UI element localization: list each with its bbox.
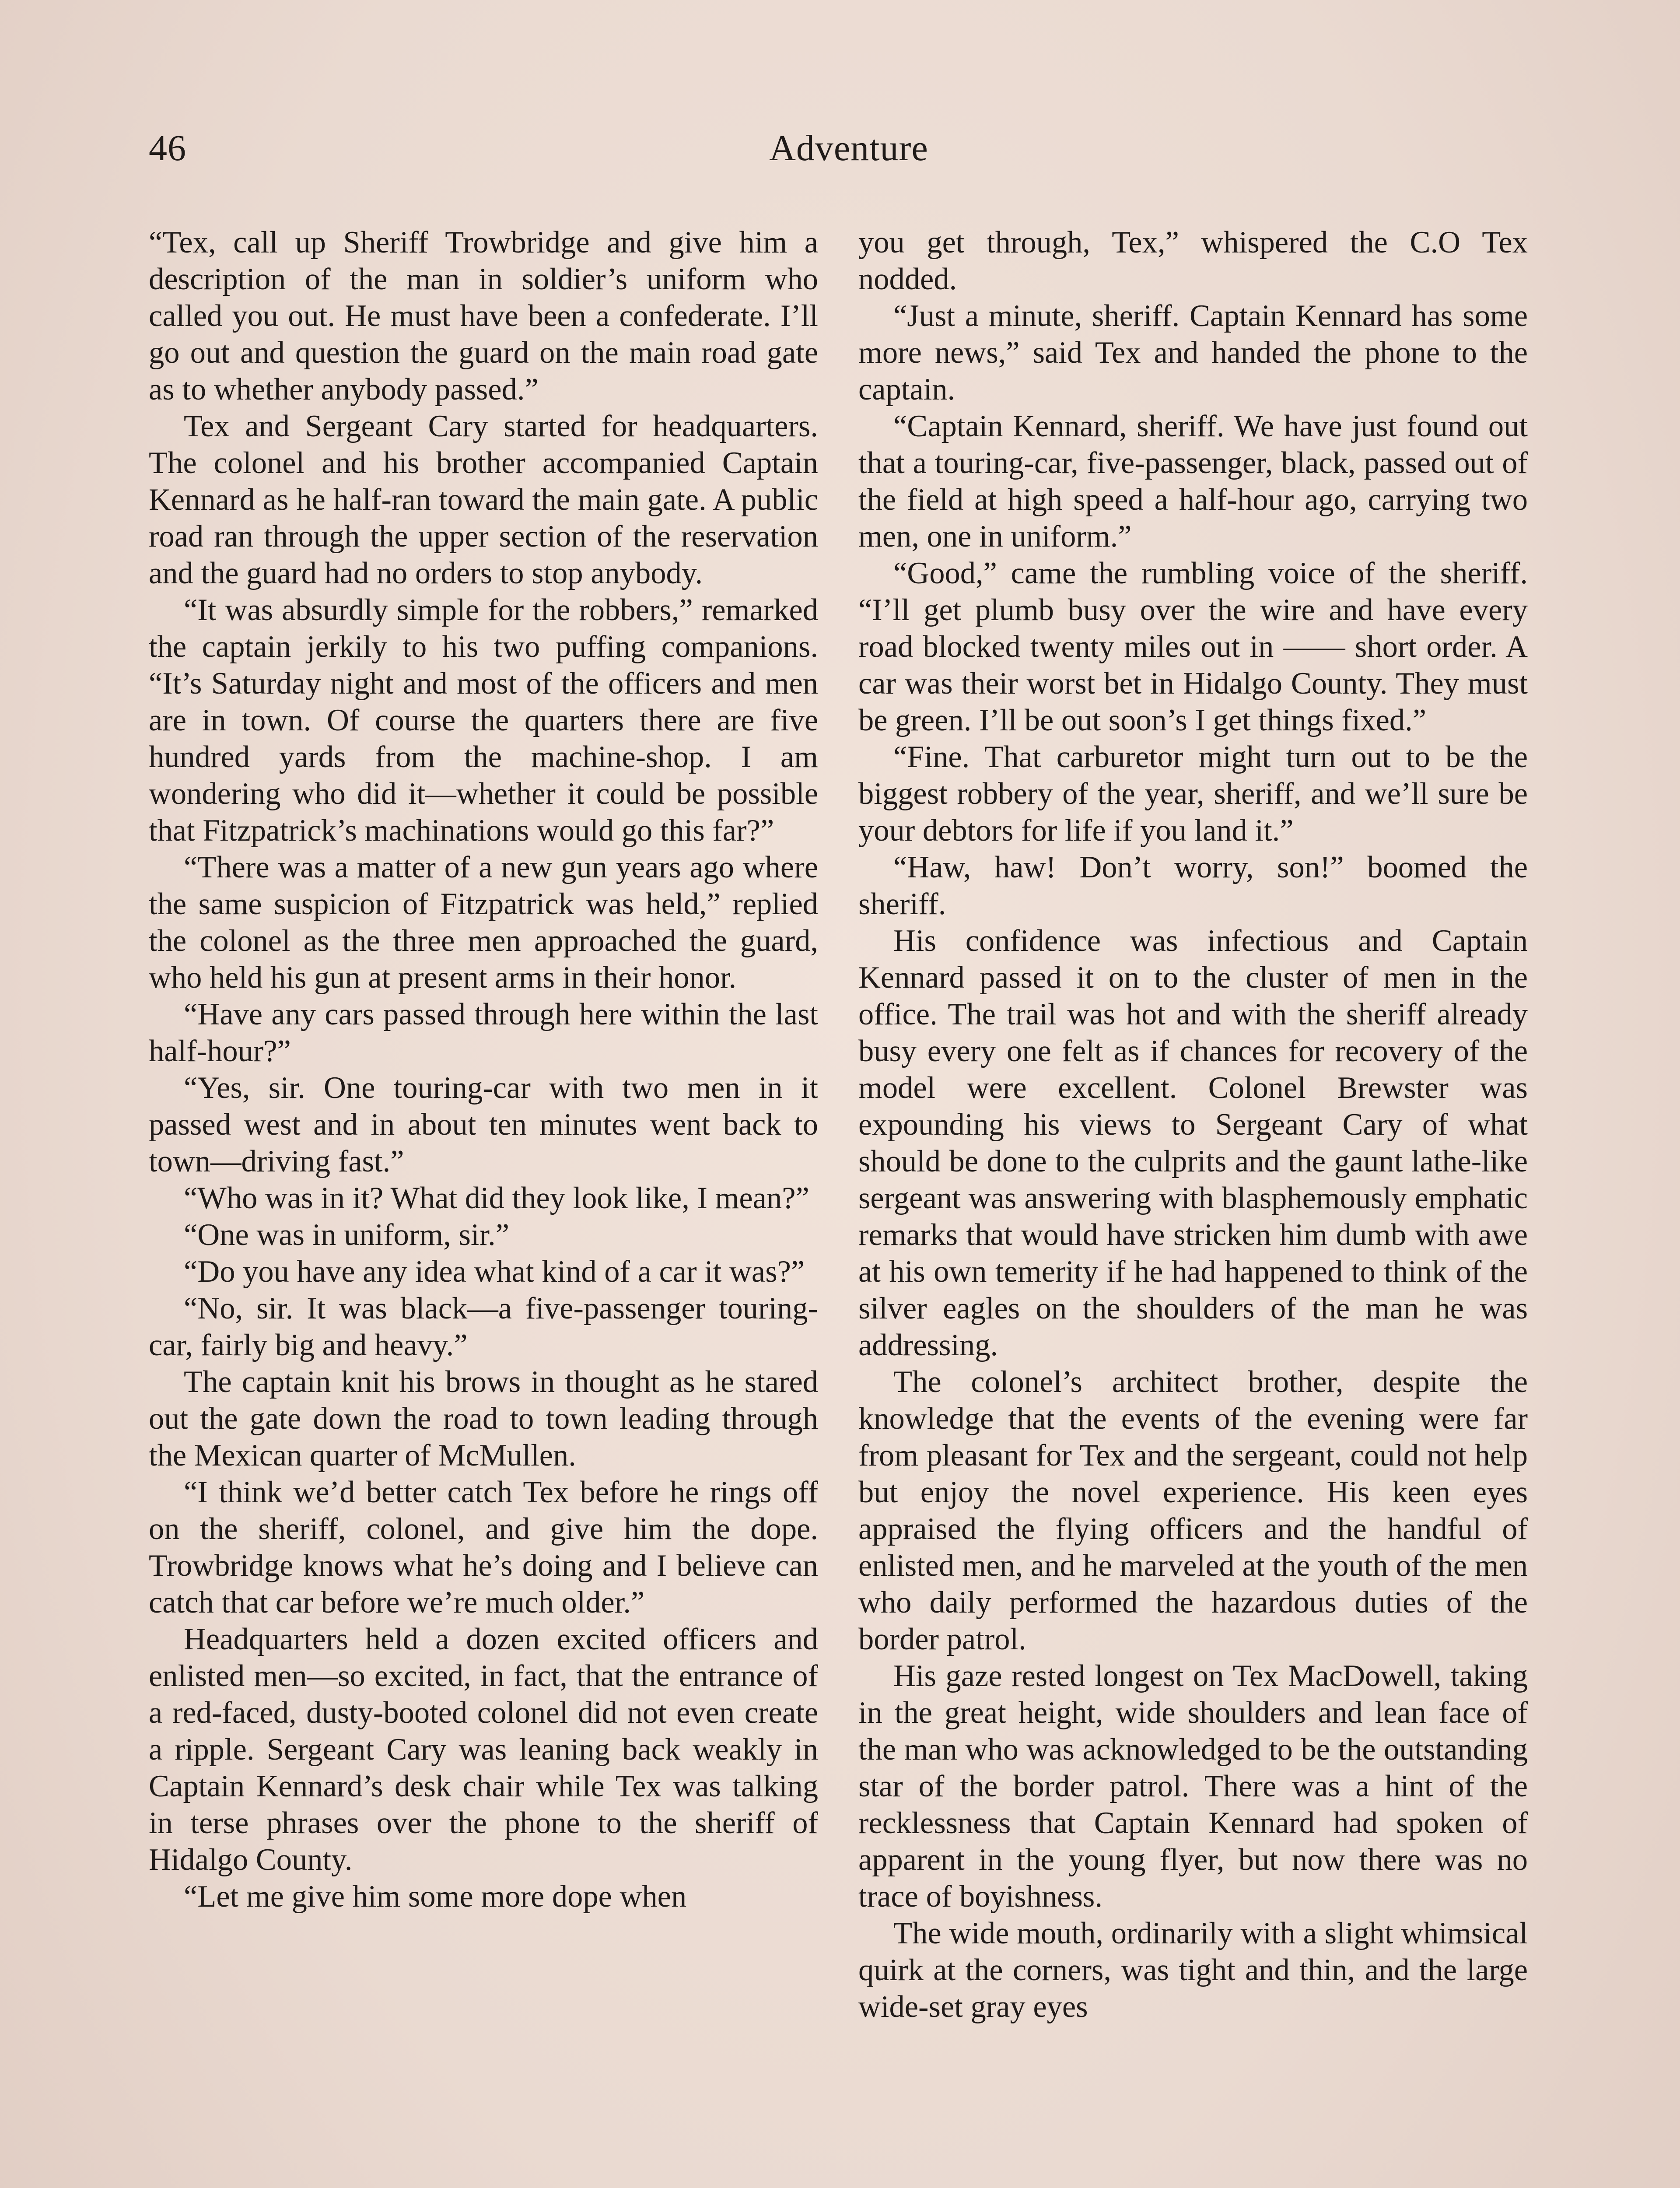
right-column <box>858 224 1528 2025</box>
paragraph: “Good,” came the rumbling voice of the sheriff. “I’ll get plumb busy over the wire and have every road blocked twenty miles out in —— short order. A car was their worst bet in Hidalgo County. They must be green. I’ll be out soon’s I get things fixed.” <box>858 556 1528 737</box>
page-number: 46 <box>149 128 186 168</box>
paragraph: “Do you have any idea what kind of a car it was?” <box>184 1255 805 1289</box>
page-header <box>149 127 1549 184</box>
paragraph: “Captain Kennard, sheriff. We have just found out that a touring-car, five-passenger, black, passed out of the field at high speed a half-hour ago, carrying two men, one in uniform.” <box>858 409 1528 554</box>
left-column <box>149 224 818 1915</box>
paragraph: His confidence was infectious and Captain Kennard passed it on to the cluster of men in the office. The trail was hot and with the sheriff already busy every one felt as if chances for recovery of the model were excellent. Colonel Brewster was expounding his views to Sergeant Cary of what should be done to the culprits and the gaunt lathe-like sergeant was answering with blasphemously emphatic remarks that would have stricken him dumb with awe at his own temerity if he had happened to think of the silver eagles on the shoulders of the man he was addressing. <box>858 924 1528 1362</box>
paragraph: His gaze rested longest on Tex MacDowell, taking in the great height, wide shoulders and lean face of the man who was acknowledged to be the outstanding star of the border patrol. There was a hint of the recklessness that Captain Kennard had spoken of apparent in the young flyer, but now there was no trace of boyishness. <box>858 1659 1528 1914</box>
running-title: Adventure <box>769 128 928 168</box>
paragraph: Tex and Sergeant Cary started for headquarters. The colonel and his brother accompanied Captain Kennard as he half-ran toward the main gate. A public road ran through the upper section of the reservation and the guard had no orders to stop anybody. <box>149 409 818 590</box>
paragraph: Headquarters held a dozen excited officers and enlisted men—so excited, in fact, that the entrance of a red-faced, dusty-booted colonel did not even create a ripple. Sergeant Cary was leaning back weakly in Captain Kennard’s desk chair while Tex was talking in terse phrases over the phone to the sheriff of Hidalgo County. <box>149 1622 818 1877</box>
paragraph: “Haw, haw! Don’t worry, son!” boomed the sheriff. <box>858 850 1528 921</box>
paragraph: you get through, Tex,” whispered the C.O Tex nodded. <box>858 225 1528 296</box>
paragraph: “Fine. That carburetor might turn out to be the biggest robbery of the year, sheriff, and we’ll sure be your debtors for life if you land it.” <box>858 740 1528 848</box>
paragraph: “Just a minute, sheriff. Captain Kennard has some more news,” said Tex and handed the phone to the captain. <box>858 299 1528 407</box>
paragraph: “One was in uniform, sir.” <box>184 1218 510 1252</box>
paragraph: “Have any cars passed through here within the last half-hour?” <box>149 997 818 1068</box>
paragraph: “Tex, call up Sheriff Trowbridge and give him a description of the man in soldier’s uniform who called you out. He must have been a confederate. I’ll go out and question the guard on the main road gate as to whether anybody passed.” <box>149 225 818 407</box>
paragraph: “It was absurdly simple for the robbers,” remarked the captain jerkily to his two puffing companions. “It’s Saturday night and most of the officers and men are in town. Of course the quarters there are five hundred yards from the machine-shop. I am wondering who did it—whether it could be possible that Fitzpatrick’s machinations would go this far?” <box>149 593 818 848</box>
paragraph: “Let me give him some more dope when <box>184 1879 687 1914</box>
paragraph: The colonel’s architect brother, despite the knowledge that the events of the evening were far from pleasant for Tex and the sergeant, could not help but enjoy the novel experience. His keen eyes appraised the flying officers and the handful of enlisted men, and he marveled at the youth of the men who daily performed the hazardous duties of the border patrol. <box>858 1365 1528 1656</box>
paragraph: “Yes, sir. One touring-car with two men in it passed west and in about ten minutes went back to town—driving fast.” <box>149 1071 818 1178</box>
paragraph: “There was a matter of a new gun years ago where the same suspicion of Fitzpatrick was held,” replied the colonel as the three men approached the guard, who held his gun at present arms in their honor. <box>149 850 818 995</box>
paragraph: “Who was in it? What did they look like, I mean?” <box>184 1181 809 1215</box>
paragraph: “I think we’d better catch Tex before he rings off on the sheriff, colonel, and give him the dope. Trowbridge knows what he’s doing and I believe can catch that car before we’re much older.” <box>149 1475 818 1620</box>
paragraph: The wide mouth, ordinarily with a slight whimsical quirk at the corners, was tight and thin, and the large wide-set gray eyes <box>858 1916 1528 2024</box>
paragraph: The captain knit his brows in thought as he stared out the gate down the road to town leading through the Mexican quarter of McMullen. <box>149 1365 818 1473</box>
paragraph: “No, sir. It was black—a five-passenger touring-car, fairly big and heavy.” <box>149 1291 818 1362</box>
